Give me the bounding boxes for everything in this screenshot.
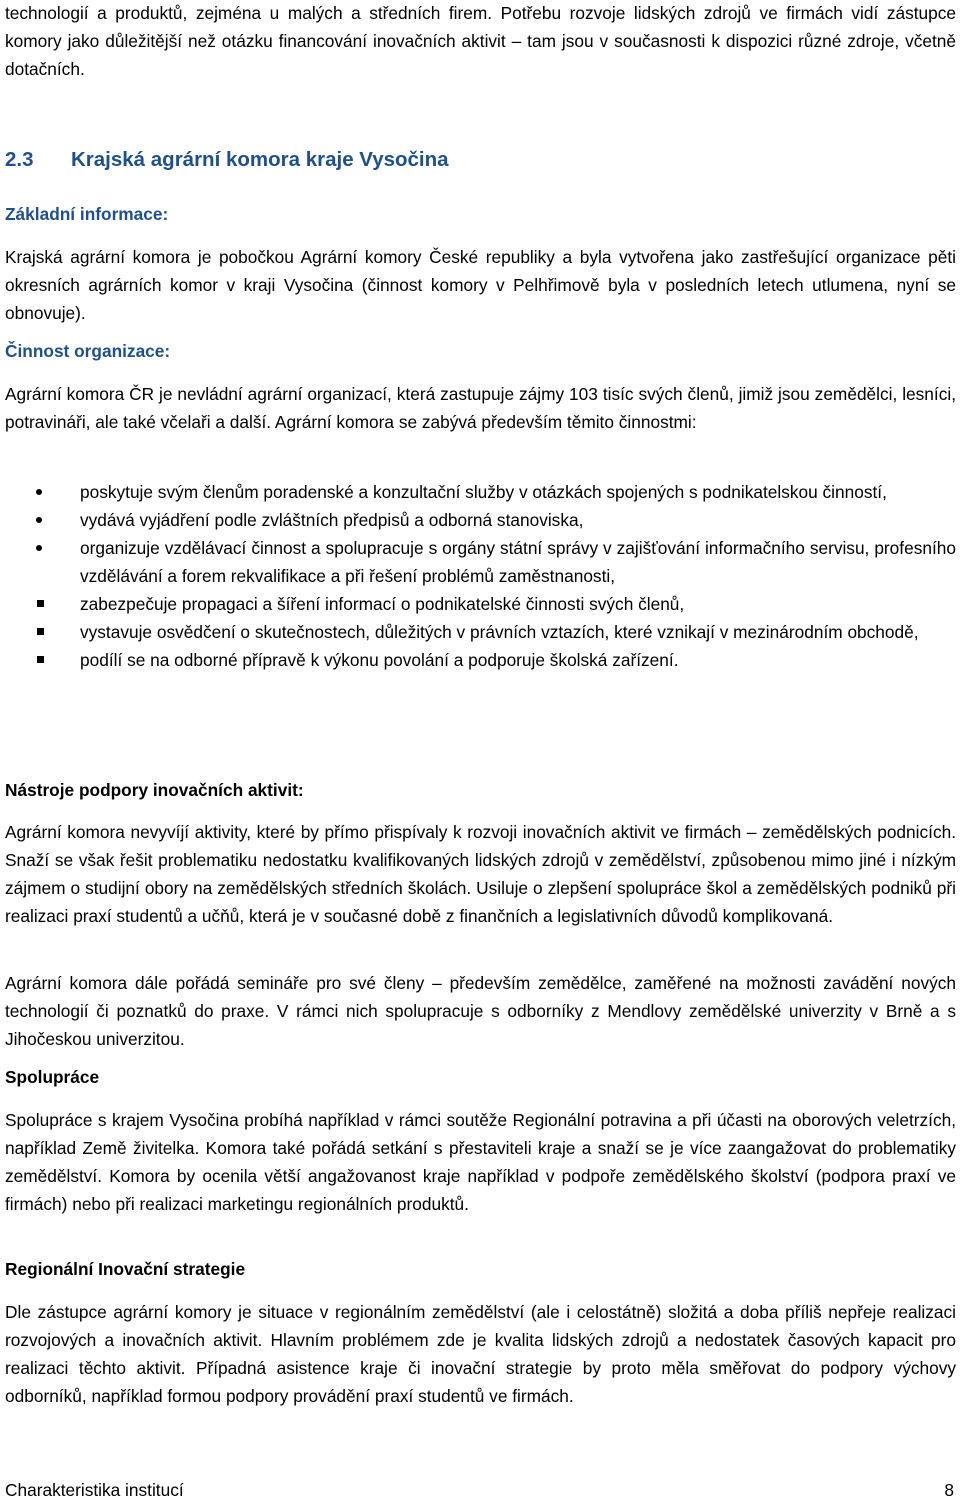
list-item: vydává vyjádření podle zvláštních předpisů a odborná stanoviska,	[5, 506, 956, 534]
section-title: Krajská agrární komora kraje Vysočina	[71, 148, 449, 171]
bullet-dot-icon	[36, 489, 42, 495]
list-item: poskytuje svým členům poradenské a konzultační služby v otázkách spojených s podnikatelskou činností,	[5, 478, 956, 506]
ris-heading: Regionální Inovační strategie	[5, 1259, 246, 1279]
cooperation-heading: Spolupráce	[5, 1067, 100, 1087]
innovation-tools-paragraph-2: Agrární komora dále pořádá semináře pro své členy – především zemědělce, zaměřené na možnosti zavádění nových technologií či poznatků do praxe. V rámci nich spolupracuje s odborníky z Mendlovy zemědělské univerzity v Brně a s Jihočeskou univerzitou.	[5, 973, 956, 1049]
footer-chapter-title: Charakteristika institucí	[5, 1480, 184, 1500]
bullet-square-icon	[37, 628, 44, 635]
footer-page-number: 8	[944, 1480, 954, 1500]
list-item: podílí se na odborné přípravě k výkonu povolání a podporuje školská zařízení.	[5, 646, 956, 674]
list-item: zabezpečuje propagaci a šíření informací o podnikatelské činnosti svých členů,	[5, 590, 956, 618]
list-item: vystavuje osvědčení o skutečnostech, důležitých v právních vztazích, které vznikají v mezinárodním obchodě,	[5, 618, 956, 646]
bullet-dot-icon	[36, 517, 42, 523]
bullet-square-icon	[37, 656, 44, 663]
bullet-dot-icon	[36, 545, 42, 551]
innovation-tools-heading: Nástroje podpory inovačních aktivit:	[5, 780, 304, 800]
basic-info-heading: Základní informace:	[5, 204, 169, 224]
list-item: organizuje vzdělávací činnost a spolupracuje s orgány státní správy v zajišťování informačního servisu, profesního vzdělávání a forem rekvalifikace a při řešení problémů zaměstnanosti,	[5, 534, 956, 590]
bullet-square-icon	[37, 600, 44, 607]
cooperation-text: Spolupráce s krajem Vysočina probíhá například v rámci soutěže Regionální potravina a při účasti na oborových veletrzích, například Země živitelka. Komora také pořádá setkání s přestaviteli kraje a snaží se je více zaangažovat do problematiky zemědělství. Komora by ocenila větší angažovanost kraje například v podpoře zemědělského školství (podpora praxí ve firmách) nebo při realizaci marketingu regionálních produktů.	[5, 1110, 956, 1214]
basic-info-text: Krajská agrární komora je pobočkou Agrární komory České republiky a byla vytvořena jako zastřešující organizace pěti okresních agrárních komor v kraji Vysočina (činnost komory v Pelhřimově byla v posledních letech utlumena, nyní se obnovuje).	[5, 247, 956, 323]
section-number: 2.3	[5, 148, 34, 171]
ris-text: Dle zástupce agrární komory je situace v regionálním zemědělství (ale i celostátně) složitá a doba příliš nepřeje realizaci rozvojových a inovačních aktivit. Hlavním problémem zde je kvalita lidských zdrojů a nedostatek časových kapacit pro realizaci těchto aktivit. Případná asistence kraje či inovační strategie by proto měla směřovat do podpory výchovy odborníků, například formou podpory provádění praxí studentů ve firmách.	[5, 1302, 956, 1406]
intro-paragraph: technologií a produktů, zejména u malých a středních firem. Potřebu rozvoje lidských zdrojů ve firmách vidí zástupce komory jako důležitější než otázku financování inovačních aktivit – tam jsou v současnosti k dispozici různé zdroje, včetně dotačních.	[5, 3, 956, 79]
activity-text: Agrární komora ČR je nevládní agrární organizací, která zastupuje zájmy 103 tisíc svých členů, jimiž jsou zemědělci, lesníci, potravináři, ale také včelaři a další. Agrární komora se zabývá především těmito činnostmi:	[5, 384, 956, 432]
activity-list	[5, 478, 956, 674]
innovation-tools-paragraph-1: Agrární komora nevyvíjí aktivity, které by přímo přispívaly k rozvoji inovačních aktivit ve firmách – zemědělských podnicích. Snaží se však řešit problematiku nedostatku kvalifikovaných lidských zdrojů v zemědělství, způsobenou mimo jiné i nízkým zájmem o studijní obory na zemědělských středních školách. Usiluje o zlepšení spolupráce škol a zemědělských podniků při realizaci praxí studentů a učňů, která je v současné době z finančních a legislativních důvodů komplikovaná.	[5, 822, 956, 926]
activity-heading: Činnost organizace:	[5, 341, 171, 361]
section-heading	[5, 148, 449, 172]
